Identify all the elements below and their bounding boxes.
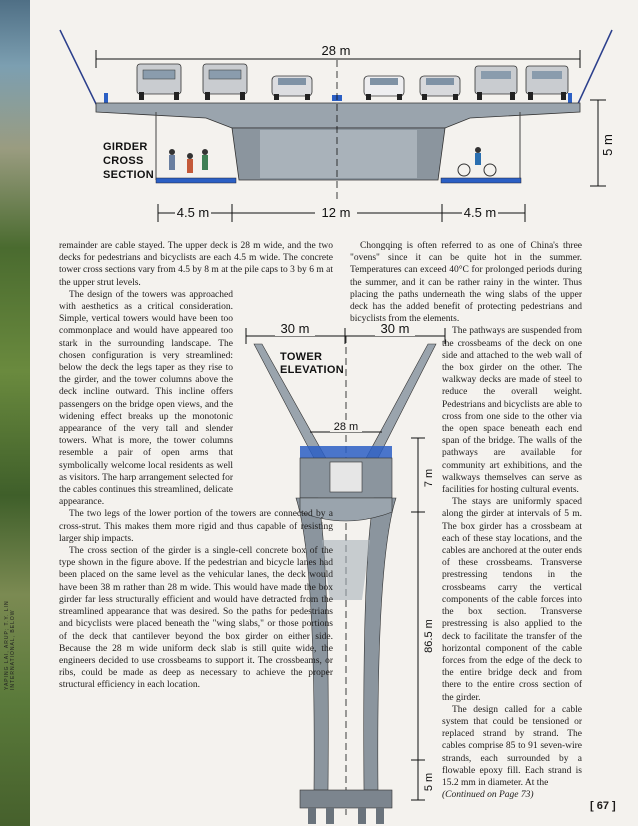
paragraph: The pathways are suspended from the crossbeams of the deck on one side and attached to the web wall of the box girder on the other. The walkway decks are made of steel to reduce the overall weight. Pedestrians and bicyclists are able to cross from one side to the other via the open space beneath each end span of the bridge. The walls of the pathways are available for community art exhibitions, and the walkways themselves can serve as facilities for hosting cultural events. [442, 326, 582, 496]
dim-tower-base: 5 m [423, 772, 435, 792]
vehicle-car-3 [420, 76, 460, 100]
paragraph: The design called for a cable system that could be tensioned or replaced strand by strand. The cables comprise 85 to 91 seven-wire strands, each surrounded by a flowable epoxy fill. Each strand is 15.2 mm in diameter. At the [442, 704, 582, 788]
continued-note: (Continued on Page 73) [442, 790, 534, 801]
girder-cross-section [60, 30, 615, 222]
cross-section-title-1: Girder [103, 141, 148, 153]
cross-section-title-2: Cross [103, 155, 144, 167]
paragraph: The cross section of the girder is a single-cell concrete box of the type shown in the figure above. If the pedestrian and bicycle lanes had been placed on the same level as the vehicular lanes, the deck would have been 38 m rather than 28 m wide. This would have made the box girder far less structurally efficient and would have detracted from the streamlined appearance that was desired. So the paths for pedestrians and bicyclists were placed beneath the "wing slabs," or those portions of the deck that cantilever beyond the box girder on either side. Because the 28 m wide uniform deck slab is still quite wide, the engineers decided to use crossbeams to support it. The crossbeams, or ribs, could be made as deep as necessary to achieve the proper structural efficiency in each location. [59, 546, 333, 691]
dim-tower-strut: 7 m [423, 468, 435, 488]
vehicle-truck-2 [203, 64, 247, 100]
vehicle-car-1 [272, 76, 312, 100]
dim-box-girder: 12 m [321, 205, 351, 220]
dim-tower-height: 86.5 m [423, 619, 435, 653]
vehicle-truck-right [526, 66, 568, 100]
tower-title-1: Tower [280, 351, 323, 363]
paragraph: The stays are uniformly spaced along the girder at intervals of 5 m. The box girder has a crossbeam at each of these stay locations, and the cables are anchored at the outer ends of these crossbeams. Transverse prestressing tendons in the crossbeams carry the vertical components of the cable forces into the box section. Transverse prestressing is also applied to the deck to facilitate the transfer of the horizontal component of the cable forces from the edge of the deck to the entire bridge deck and from there to the entire cross section of the girder. [442, 497, 582, 703]
dim-tower-left: 30 m [280, 321, 310, 336]
cross-section-title-3: Section [103, 169, 154, 181]
photo-credit: YAPING LAI, ARUP; T.Y. LIN INTERNATIONAL, BELOW [4, 600, 16, 690]
tower-title-2: Elevation [280, 364, 345, 376]
vehicle-car-2 [364, 76, 404, 100]
dim-right-walkway: 4.5 m [463, 205, 497, 220]
pedestrians-left [169, 149, 208, 173]
vehicle-truck-left [137, 64, 181, 100]
dim-left-walkway: 4.5 m [176, 205, 210, 220]
paragraph: Chongqing is often referred to as one of China's three "ovens" since it can be quite hot in the summer. Temperatures can exceed 40°C for prolonged periods during the summer, and it can be rather rainy in the winter. Thus placing the paths underneath the wing slabs of the upper deck has the added benefit of protecting pedestrians and bicyclists from the elements. [350, 241, 582, 325]
paragraph: The design of the towers was approached with aesthetics as a critical consideration. Simple, vertical towers would have been too commonplace and would have appeared too stark in the surrounding landscape. The chosen configuration is very streamlined: below the deck the legs taper as they rise to the girder, and the tower columns above the deck incline outward. This incline offers passengers on the bridge open views, and the widening effect breaks up the monotonic appearance of the very tall and slender towers. What is more, the tower columns resemble a pair of open arms that symbolically welcome local residents as well as visitors. The harp arrangement selected for the cables continues this streamlined, delicate appearance. [59, 289, 233, 508]
article-left-column [59, 240, 333, 692]
dim-girder-height: 5 m [600, 134, 615, 156]
dim-tower-deck: 28 m [333, 421, 359, 433]
page-number-value: 67 [596, 800, 609, 812]
article-right-column [350, 240, 582, 801]
paragraph: remainder are cable stayed. The upper deck is 28 m wide, and the two decks for pedestrians and bicyclists are each 4.5 m wide. The concrete tower cross sections vary from 4.5 by 8 m at the pile caps to 3 by 6 m at the upper strut levels. [59, 241, 333, 288]
dim-deck-width: 28 m [321, 43, 351, 58]
vehicle-truck-3 [475, 66, 517, 100]
cyclist-right [458, 147, 496, 176]
paragraph: The two legs of the lower portion of the towers are connected by a cross-strut. This makes them more rigid and thus capable of resisting larger ship impacts. [59, 509, 333, 544]
page-number: [ 67 ] [590, 800, 616, 812]
dim-tower-right: 30 m [380, 321, 410, 336]
